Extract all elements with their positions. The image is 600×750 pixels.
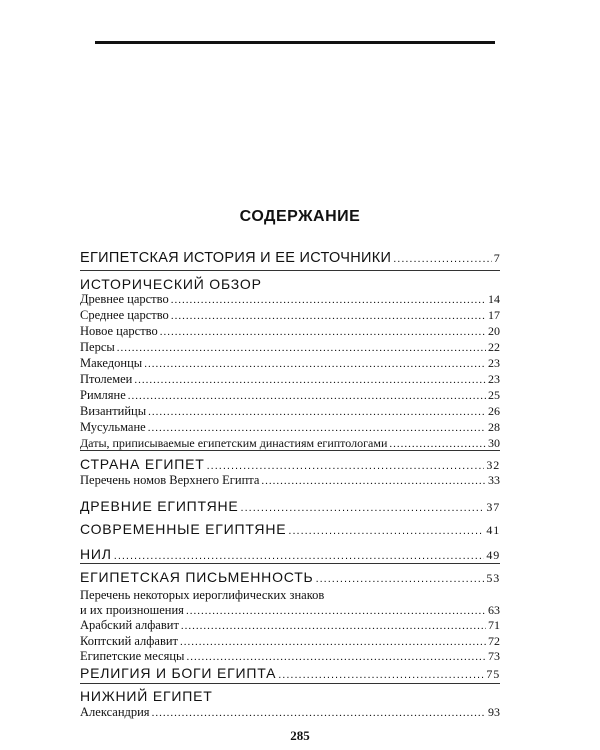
toc-entry-label: Перечень номов Верхнего Египта (80, 473, 260, 487)
toc-entry-label: ЕГИПЕТСКАЯ ПИСЬМЕННОСТЬ (80, 569, 314, 585)
toc-entry-old-kingdom[interactable] (80, 292, 500, 307)
toc-entry-page: 25 (488, 388, 500, 402)
leader-dots (241, 502, 485, 514)
toc-entry-page: 23 (488, 372, 500, 386)
toc-entry-label: СТРАНА ЕГИПЕТ (80, 456, 205, 472)
toc-entry-label: Византийцы (80, 404, 147, 418)
toc-entry-label: Птолемеи (80, 372, 133, 386)
toc-entry-page: 41 (486, 523, 500, 537)
toc-entry-page: 72 (488, 634, 500, 648)
toc-entry-label: СОВРЕМЕННЫЕ ЕГИПТЯНЕ (80, 521, 287, 537)
toc-entry-label: Персы (80, 340, 115, 354)
leader-dots (261, 475, 486, 487)
toc-entry-persians[interactable] (80, 340, 500, 355)
toc-entry-label: Новое царство (80, 324, 158, 338)
leader-dots (393, 253, 491, 265)
leader-dots (389, 438, 486, 450)
toc-entry-romans[interactable] (80, 388, 500, 403)
toc-entry-page: 49 (486, 548, 500, 562)
section-divider (80, 450, 500, 451)
toc-entry-label: Арабский алфавит (80, 618, 179, 632)
toc-entry-page: 7 (493, 251, 500, 265)
toc-entry-macedonians[interactable] (80, 356, 500, 371)
leader-dots (134, 374, 486, 386)
leader-dots (171, 294, 486, 306)
leader-dots (186, 605, 486, 617)
toc-entry-page: 28 (488, 420, 500, 434)
toc-entry-page: 20 (488, 324, 500, 338)
toc-entry-arabic-alphabet[interactable] (80, 618, 500, 633)
page-title: СОДЕРЖАНИЕ (239, 208, 361, 225)
toc-entry-religion[interactable] (80, 665, 500, 682)
toc-entry-page: 93 (488, 705, 500, 719)
leader-dots (181, 620, 486, 632)
toc-entry-hieroglyphs-line1[interactable]: Перечень некоторых иероглифических знаков (80, 588, 325, 602)
toc-entry-label: ЕГИПЕТСКАЯ ИСТОРИЯ И ЕЕ ИСТОЧНИКИ (80, 250, 392, 266)
toc-entry-page: 37 (486, 500, 500, 514)
leader-dots (144, 358, 486, 370)
toc-entry-page: 17 (488, 308, 500, 322)
leader-dots (278, 669, 484, 681)
toc-entry-writing[interactable] (80, 569, 500, 586)
toc-entry-label: НИЛ (80, 546, 112, 562)
toc-entry-page: 33 (488, 473, 500, 487)
toc-entry-page: 63 (488, 603, 500, 617)
toc-entry-page: 53 (486, 571, 500, 585)
toc-entry-page: 30 (488, 436, 500, 450)
toc-entry-new-kingdom[interactable] (80, 324, 500, 339)
toc-entry-muslims[interactable] (80, 420, 500, 435)
toc-entry-alexandria[interactable] (80, 705, 500, 720)
toc-entry-nile[interactable] (80, 546, 500, 563)
toc-entry-label: Древнее царство (80, 292, 169, 306)
leader-dots (128, 390, 486, 402)
leader-dots (186, 651, 486, 663)
toc-entry-ancient-egyptians[interactable] (80, 498, 500, 515)
toc-entry-page: 23 (488, 356, 500, 370)
toc-entry-label: и их произношения (80, 603, 184, 617)
toc-entry-modern-egyptians[interactable] (80, 521, 500, 538)
toc-entry-label: Египетские месяцы (80, 649, 185, 663)
toc-entry-label: РЕЛИГИЯ И БОГИ ЕГИПТА (80, 665, 277, 681)
toc-heading-lower-egypt[interactable]: НИЖНИЙ ЕГИПЕТ (80, 688, 213, 704)
toc-entry-label: Римляне (80, 388, 126, 402)
toc-entry-coptic-alphabet[interactable] (80, 634, 500, 649)
toc-entry-page: 26 (488, 404, 500, 418)
toc-entry-country[interactable] (80, 456, 500, 473)
header-rule (95, 41, 495, 44)
leader-dots (288, 525, 484, 537)
toc-entry-middle-kingdom[interactable] (80, 308, 500, 323)
toc-entry-label: ДРЕВНИЕ ЕГИПТЯНЕ (80, 498, 239, 514)
leader-dots (160, 326, 486, 338)
leader-dots (180, 636, 486, 648)
toc-entry-page: 75 (486, 667, 500, 681)
toc-entry-ptolemies[interactable] (80, 372, 500, 387)
toc-entry-sources[interactable] (80, 250, 500, 266)
toc-entry-label: Александрия (80, 705, 150, 719)
leader-dots (114, 550, 485, 562)
toc-entry-hieroglyphs-line2[interactable] (80, 603, 500, 618)
toc-entry-label: Мусульмане (80, 420, 146, 434)
leader-dots (152, 707, 486, 719)
leader-dots (148, 406, 486, 418)
toc-entry-dynasty-dates[interactable] (80, 436, 500, 451)
toc-entry-page: 32 (486, 458, 500, 472)
toc-entry-page: 73 (488, 649, 500, 663)
section-divider (80, 683, 500, 684)
toc-entry-label: Даты, приписываемые египетским династиям египтологами (80, 436, 388, 450)
section-divider (80, 563, 500, 564)
leader-dots (171, 310, 486, 322)
leader-dots (117, 342, 486, 354)
leader-dots (316, 573, 485, 585)
leader-dots (207, 460, 485, 472)
toc-entry-egyptian-months[interactable] (80, 649, 500, 664)
toc-entry-label: Коптский алфавит (80, 634, 178, 648)
toc-entry-page: 14 (488, 292, 500, 306)
toc-heading-overview[interactable]: ИСТОРИЧЕСКИЙ ОБЗОР (80, 276, 262, 292)
toc-entry-byzantines[interactable] (80, 404, 500, 419)
toc-entry-label: Македонцы (80, 356, 143, 370)
section-divider (80, 270, 500, 271)
leader-dots (148, 422, 486, 434)
page-number: 285 (290, 728, 310, 743)
toc-entry-page: 22 (488, 340, 500, 354)
toc-entry-page: 71 (488, 618, 500, 632)
toc-entry-label: Среднее царство (80, 308, 169, 322)
toc-entry-nomes[interactable] (80, 473, 500, 488)
